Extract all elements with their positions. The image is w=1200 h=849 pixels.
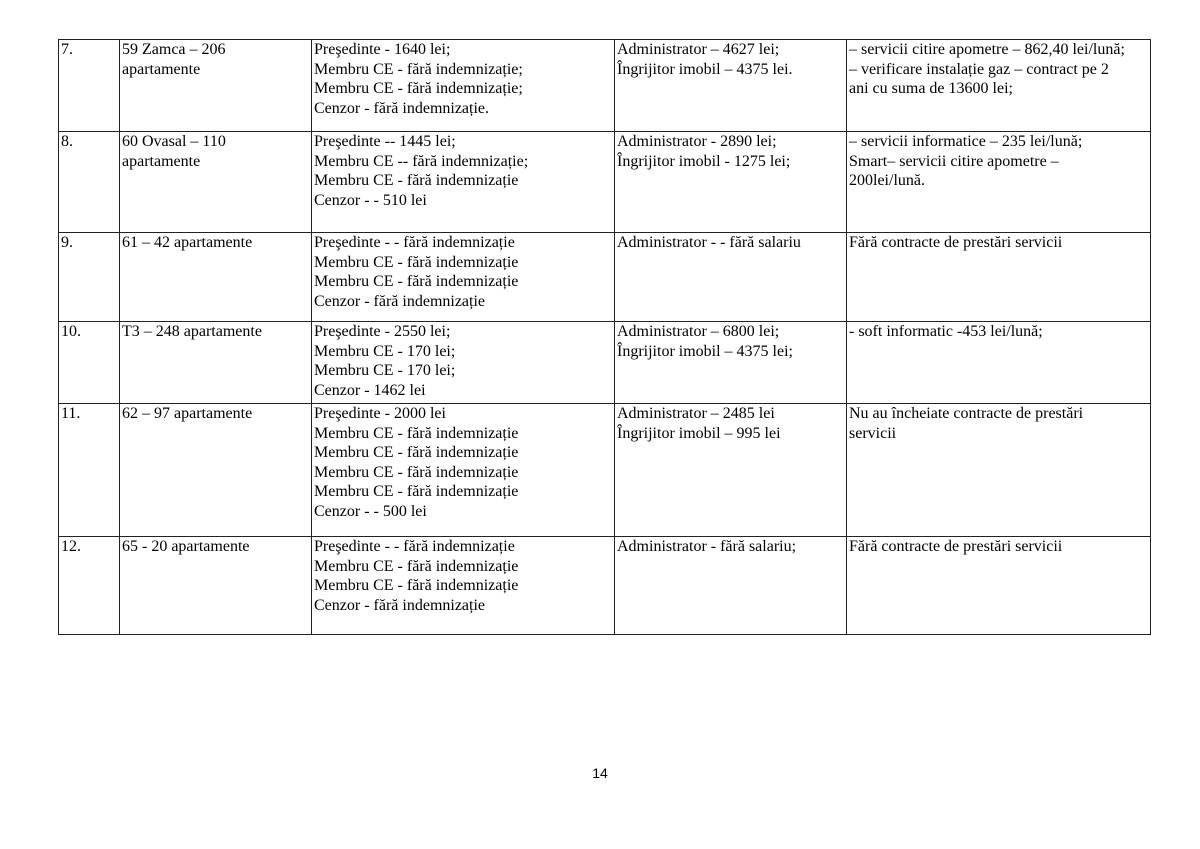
cell-line: Membru CE - fără indemnizație; <box>314 80 523 98</box>
page-number: 14 <box>592 765 608 781</box>
cell-line: Membru CE - fără indemnizație <box>314 463 519 481</box>
cell-line: Preşedinte -- 1445 lei; <box>314 133 456 150</box>
cell-comitet <box>312 233 615 322</box>
cell-asociatie <box>120 132 312 233</box>
cell-line: 7. <box>61 41 73 58</box>
cell-contracte <box>847 233 1151 322</box>
cell-asociatie <box>120 537 312 635</box>
cell-nr <box>59 404 120 537</box>
cell-contracte <box>847 40 1151 132</box>
cell-line: Fără contracte de prestări servicii <box>849 538 1063 555</box>
cell-line: – servicii citire apometre – 862,40 lei/lună; <box>849 41 1125 58</box>
associations-table <box>58 39 1151 635</box>
cell-line: 10. <box>61 323 81 340</box>
cell-line: 65 - 20 apartamente <box>122 538 250 555</box>
cell-nr <box>59 233 120 322</box>
cell-line: 60 Ovasal – 110 <box>122 133 226 150</box>
cell-line: apartamente <box>122 60 201 78</box>
cell-line: – verificare instalație gaz – contract pe 2 <box>849 60 1109 78</box>
cell-line: Cenzor - fără indemnizație <box>314 292 486 310</box>
cell-line: - soft informatic -453 lei/lună; <box>849 323 1043 340</box>
cell-line: apartamente <box>122 152 201 170</box>
cell-line: Membru CE - fără indemnizație <box>314 253 519 271</box>
table-row <box>59 233 1151 322</box>
cell-line: servicii <box>849 424 897 442</box>
cell-line: Fără contracte de prestări servicii <box>849 234 1063 251</box>
cell-contracte <box>847 404 1151 537</box>
cell-contracte <box>847 132 1151 233</box>
cell-line: Preşedinte - 2550 lei; <box>314 323 451 340</box>
cell-comitet <box>312 40 615 132</box>
cell-contracte <box>847 322 1151 404</box>
cell-line: 59 Zamca – 206 <box>122 41 226 58</box>
cell-line: Cenzor - - 510 lei <box>314 191 427 209</box>
cell-line: Cenzor - - 500 lei <box>314 502 427 520</box>
cell-line: – servicii informatice – 235 lei/lună; <box>849 133 1083 150</box>
cell-line: Preşedinte - - fără indemnizație <box>314 234 515 251</box>
cell-line: Cenzor - fără indemnizație <box>314 596 486 614</box>
cell-asociatie <box>120 233 312 322</box>
cell-line: Preşedinte - - fără indemnizație <box>314 538 515 555</box>
cell-asociatie <box>120 322 312 404</box>
cell-personal <box>615 40 847 132</box>
cell-line: 8. <box>61 133 73 150</box>
cell-line: Preşedinte - 2000 lei <box>314 405 446 422</box>
cell-line: Membru CE - fără indemnizație <box>314 444 519 462</box>
cell-line: Administrator - fără salariu; <box>617 538 797 555</box>
cell-line: Nu au încheiate contracte de prestări <box>849 405 1084 422</box>
cell-line: Membru CE -- fără indemnizație; <box>314 152 529 170</box>
cell-line: 11. <box>61 405 81 422</box>
cell-asociatie <box>120 404 312 537</box>
cell-nr <box>59 40 120 132</box>
cell-line: Cenzor - 1462 lei <box>314 381 426 399</box>
cell-line: Cenzor - fără indemnizație. <box>314 99 490 117</box>
cell-line: Administrator - 2890 lei; <box>617 133 777 150</box>
table-row <box>59 40 1151 132</box>
cell-line: 12. <box>61 538 81 555</box>
cell-asociatie <box>120 40 312 132</box>
cell-line: Administrator – 2485 lei <box>617 405 775 422</box>
cell-line: 200lei/lună. <box>849 172 925 190</box>
cell-nr <box>59 537 120 635</box>
cell-line: 9. <box>61 234 73 251</box>
table-row <box>59 404 1151 537</box>
cell-line: T3 – 248 apartamente <box>122 323 262 340</box>
cell-line: 62 – 97 apartamente <box>122 405 253 422</box>
cell-line: Membru CE - fără indemnizație <box>314 483 519 501</box>
cell-line: Preşedinte - 1640 lei; <box>314 41 451 58</box>
cell-personal <box>615 233 847 322</box>
cell-comitet <box>312 322 615 404</box>
cell-line: Membru CE - fără indemnizație <box>314 172 519 190</box>
cell-personal <box>615 132 847 233</box>
cell-line: Membru CE - fără indemnizație <box>314 424 519 442</box>
cell-comitet <box>312 537 615 635</box>
cell-nr <box>59 132 120 233</box>
cell-line: Membru CE - fără indemnizație <box>314 557 519 575</box>
cell-nr <box>59 322 120 404</box>
cell-line: Îngrijitor imobil - 1275 lei; <box>617 152 791 170</box>
cell-personal <box>615 404 847 537</box>
cell-line: Îngrijitor imobil – 995 lei <box>617 424 781 442</box>
cell-line: Îngrijitor imobil – 4375 lei. <box>617 60 793 78</box>
cell-line: Îngrijitor imobil – 4375 lei; <box>617 342 793 360</box>
cell-line: Membru CE - fără indemnizație <box>314 577 519 595</box>
cell-personal <box>615 537 847 635</box>
cell-line: Membru CE - fără indemnizație <box>314 273 519 291</box>
table-row <box>59 537 1151 635</box>
table-row <box>59 322 1151 404</box>
cell-comitet <box>312 132 615 233</box>
cell-line: Administrator – 6800 lei; <box>617 323 780 340</box>
cell-line: Administrator – 4627 lei; <box>617 41 780 58</box>
cell-line: ani cu suma de 13600 lei; <box>849 80 1013 98</box>
cell-contracte <box>847 537 1151 635</box>
cell-line: Membru CE - fără indemnizație; <box>314 60 523 78</box>
cell-line: Membru CE - 170 lei; <box>314 342 456 360</box>
cell-personal <box>615 322 847 404</box>
cell-line: Administrator - - fără salariu <box>617 234 801 251</box>
cell-comitet <box>312 404 615 537</box>
cell-line: Membru CE - 170 lei; <box>314 362 456 380</box>
cell-line: 61 – 42 apartamente <box>122 234 253 251</box>
cell-line: Smart– servicii citire apometre – <box>849 152 1059 170</box>
table-row <box>59 132 1151 233</box>
